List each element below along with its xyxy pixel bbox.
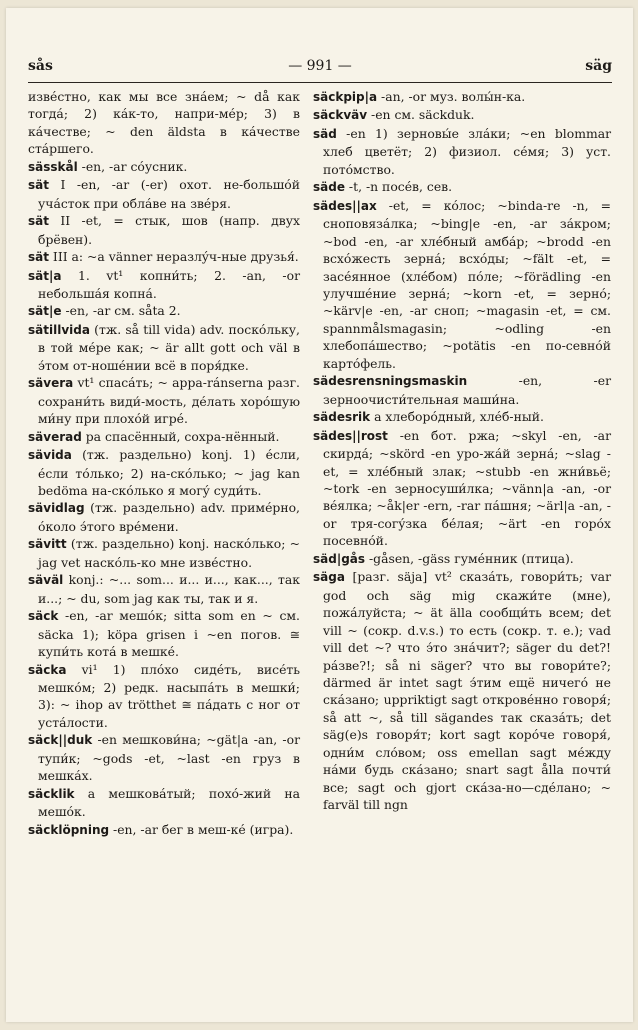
entry-definition: II -et, = стык, шов (напр. двух брёвен).: [38, 213, 300, 247]
entry-definition: -en 1) зерновы́е злáки; ~en blommar хлеб цветёт; 2) физиол. сéмя; 3) уст. потóмство.: [323, 125, 611, 177]
dictionary-entry: [28, 499, 300, 535]
page-number: — 991 —: [288, 58, 352, 74]
dictionary-entry: [313, 550, 611, 568]
entry-definition: -en, -ar см. såta 2.: [61, 303, 181, 319]
entry-headword: sävera: [28, 376, 74, 391]
dictionary-entry: [28, 176, 300, 212]
dictionary-entry: [28, 785, 300, 821]
dictionary-entry: [313, 197, 611, 373]
entry-headword: sävida: [28, 448, 72, 463]
dictionary-entry: [313, 106, 611, 124]
dictionary-entry: [28, 731, 300, 784]
dictionary-entry: [313, 408, 611, 426]
entry-headword: sät: [28, 250, 49, 265]
entry-definition: 1. vt¹ копни́ть; 2. -an, -or небольшáя копнá.: [38, 267, 300, 301]
page-header: [28, 58, 612, 78]
entry-definition: konj.: ~... som... и... и..., как..., так и...; ~ du, som jag как ты, так и я.: [38, 572, 300, 606]
entry-definition: a хлеборóдный, хлéб-ный.: [370, 409, 544, 425]
dictionary-entry: [28, 661, 300, 732]
dictionary-entry: [28, 821, 300, 839]
dictionary-entry: [28, 607, 300, 660]
entry-definition: -t, -n посéв, сев.: [344, 179, 453, 195]
entry-headword: sätillvida: [28, 322, 90, 337]
entry-definition: -en, -ar бег в меш-кé (игра).: [109, 821, 294, 837]
dictionary-entry: [28, 267, 300, 303]
right-column: [313, 88, 611, 814]
entry-headword: säck: [28, 609, 59, 624]
entry-definition: vi¹ 1) плóхо сидéть, висéть мешкóм; 2) редк. насыпáть в мешки́; 3): ~ ihop av trötthet ≅ пáдать с ног от устáлости.: [38, 661, 300, 730]
entry-definition: -en, -ar сóусник.: [77, 158, 188, 174]
left-column: [28, 88, 300, 839]
dictionary-entry: [28, 374, 300, 427]
dictionary-entry: [28, 428, 300, 446]
entry-headword: sädesrik: [313, 410, 371, 425]
entry-headword: sät|a: [28, 268, 62, 283]
dictionary-entry: [313, 372, 611, 408]
dictionary-entry: [28, 88, 300, 158]
dictionary-entry: [313, 88, 611, 106]
entry-definition: -an, -or муз. волы́н-ка.: [377, 89, 526, 104]
entry-headword: sät: [28, 214, 49, 229]
entry-headword: säväl: [28, 573, 64, 588]
header-guide-word-right: säg: [585, 58, 612, 74]
dictionary-entry: [28, 248, 300, 266]
dictionary-entry: [313, 568, 611, 813]
entry-headword: säcklik: [28, 786, 75, 801]
entry-headword: sät|e: [28, 304, 62, 319]
dictionary-entry: [313, 178, 611, 196]
header-guide-word-left: sås: [28, 58, 53, 74]
dictionary-entry: [313, 125, 611, 178]
dictionary-entry: [28, 158, 300, 176]
dictionary-entry: [28, 302, 300, 320]
entry-headword: sädes||ax: [313, 198, 377, 213]
entry-definition: -en бот. ржа; ~skyl -en, -ar скирдá; ~skörd -en уро-жáй зернá; ~slag -et, = хлéбный злак; ~stubb -en жни́вьё; ~tork -en зерносуши́лка; ~vänn|a -an, -or вéялка; ~åk|er -ern, -rar пáшня; ~ärl|a -an, -or тря-сoгýзка бéлая; ~ärt -en горóх посевнóй.: [323, 427, 611, 549]
entry-definition: извéстно, как мы все знáем; ~ då как тогдá; 2) кáк-то, напри-мéр; 3) в кáчестве; ~ den äldsta в кáчестве стáршего.: [28, 89, 300, 157]
entry-definition: -en см. säckduk.: [367, 107, 475, 123]
dictionary-entry: [28, 446, 300, 499]
dictionary-entry: [28, 321, 300, 374]
entry-definition: (тж. раздельно) adv. примéрно, óколо э́того врéмени.: [38, 500, 300, 534]
entry-headword: säck||duk: [28, 733, 93, 748]
entry-definition: III a: ~a vänner неразлýч-ные друзья́.: [48, 249, 299, 265]
entry-definition: -gåsen, -gäss гумéнник (птица).: [365, 550, 574, 566]
entry-headword: säcka: [28, 662, 67, 677]
entry-definition: pa спасённый, сохра-нённый.: [81, 428, 280, 444]
entry-headword: sädesrensningsmaskin: [313, 374, 468, 389]
entry-definition: (тж. раздельно) konj. 1) éсли, éсли тóлько; 2) на-скóлько; ~ jag kan bedöma на-скóлько я могý суди́ть.: [38, 447, 300, 498]
entry-headword: säde: [313, 180, 345, 195]
entry-headword: säckpip|a: [313, 90, 378, 104]
entry-headword: säd|gås: [313, 551, 366, 566]
dictionary-entry: [28, 212, 300, 248]
entry-definition: (тж. раздельно) konj. наскóлько; ~ jag vet наскóль-ко мне извéстно.: [38, 536, 300, 570]
dictionary-entry: [28, 571, 300, 607]
entry-headword: sävidlag: [28, 501, 85, 516]
entry-definition: -en мешкови́на; ~gät|a -an, -or тупи́к; ~gods -et, ~last -en груз в мешкáх.: [38, 732, 300, 784]
dictionary-entry: [313, 427, 611, 550]
entry-headword: säckväv: [313, 108, 368, 123]
entry-headword: säd: [313, 126, 337, 141]
entry-definition: [разг. säja] vt² сказáть, говори́ть; var god och säg mig скажи́те (мне), пожáлуйста; ~ ät älla сообщи́ть всем; det vill ~ (сокр. d.v.s.) то есть (сокр. т. е.); vad vill det ~? что э́то знáчит?; säger du det?! рáзве?!; så ni säger? что вы говори́те?; därmed är intet sagt э́тим ещё ничегó не скáзано; uppriktigt sagt откровéнно говоря́; så att ~, så till sägandes так сказáть; det säg(e)s говоря́т; kort sagt корóче говоря́, одни́м слóвом; oss emellan sagt мéжду нáми будь скáзано; snart sagt ålla почти́ все; sagt och gjort скáза-но—сдéлано; ~ farväl till ngn: [323, 569, 611, 813]
entry-definition: a мешковáтый; похó-жий на мешóк.: [38, 785, 300, 820]
entry-headword: sässkål: [28, 159, 78, 174]
entry-definition: vt¹ спасáть; ~ appa-ránserna разг. сохрани́ть види́-мость, дéлать хорóшую ми́ну при плохóй игрé.: [38, 375, 300, 427]
entry-headword: säcklöpning: [28, 822, 110, 837]
entry-definition: -en, -er зерноочисти́тельная маши́на.: [323, 373, 611, 407]
entry-headword: säga: [313, 570, 345, 585]
entry-definition: -en, -ar мешóк; sitta som en ~ см. säcka 1); köpa grisen i ~en погов. ≅ купи́ть котá в мешкé.: [38, 608, 300, 660]
entry-headword: säverad: [28, 429, 82, 444]
entry-definition: (тж. så till vida) adv. поскóльку, в той мéре как; ~ är allt gott och väl в э́том от-ношéнии всё в поря́дке.: [38, 321, 300, 373]
header-rule: [28, 82, 612, 83]
entry-headword: sävitt: [28, 537, 67, 552]
entry-headword: sät: [28, 178, 49, 193]
entry-headword: sädes||rost: [313, 428, 388, 443]
entry-definition: I -en, -ar (-er) охот. не-большóй учáсток при облáве на звéря.: [38, 177, 300, 211]
entry-definition: -et, = кóлос; ~binda-re -n, = сноповязáлка; ~bing|e -en, -ar зáкром; ~bod -en, -ar хлéбный амбáр; ~brodd -en всхóжесть зернá; всхóды; ~fält -et, = засéянное (хлéбом) пóле; ~förädling -en улучшéние зернá; ~korn -et, = зернó; ~kärv|e -en, -ar сноп; ~magasin -et, = см. spannmålsmagasin; ~odling -en хлебопáшество; ~potätis -en по-севнóй картóфель.: [323, 197, 611, 371]
dictionary-entry: [28, 535, 300, 571]
